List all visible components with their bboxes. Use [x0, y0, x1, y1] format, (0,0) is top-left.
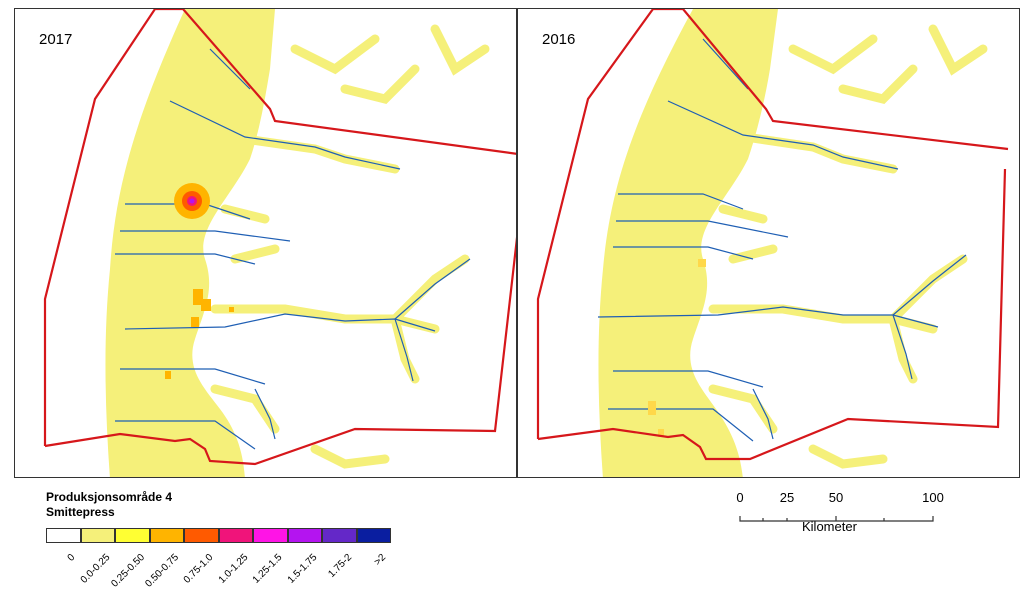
legend-swatch — [184, 528, 219, 543]
legend-swatch — [219, 528, 254, 543]
legend-class-label: 0.0-0.25 — [78, 552, 113, 586]
scale-tick-label: 0 — [736, 490, 744, 505]
scale-tick-label: 25 — [779, 490, 795, 505]
legend-swatch — [81, 528, 116, 543]
legend-swatch — [115, 528, 150, 543]
legend-swatch — [253, 528, 288, 543]
map-canvas — [518, 9, 1020, 478]
scale-tick-label: 50 — [828, 490, 844, 505]
legend-class-label: 0 — [66, 552, 78, 564]
legend-labels — [46, 550, 406, 600]
legend-title: Produksjonsområde 4 — [46, 490, 173, 504]
scale-bar — [730, 488, 950, 548]
legend-class-label: 1.0-1.25 — [216, 552, 251, 586]
legend-swatch — [288, 528, 323, 543]
legend-class-label: 1.5-1.75 — [285, 552, 320, 586]
year-label: 2017 — [39, 31, 73, 48]
legend-subtitle: Smittepress — [46, 505, 115, 519]
legend-class-label: 0.50-0.75 — [143, 552, 182, 590]
scale-unit-label: Kilometer — [802, 519, 857, 534]
scale-tick-label: 100 — [922, 490, 944, 505]
legend-class-label: 0.25-0.50 — [109, 552, 147, 590]
legend-swatch — [150, 528, 185, 543]
legend-swatch — [322, 528, 357, 543]
legend-swatches — [46, 528, 391, 543]
legend-swatch — [46, 528, 81, 543]
legend-class-label: 1.25-1.5 — [251, 552, 285, 586]
map-panel-2017 — [14, 8, 517, 478]
map-canvas — [15, 9, 517, 478]
legend-swatch — [357, 528, 392, 543]
year-label: 2016 — [542, 31, 576, 48]
map-panel-2016 — [517, 8, 1020, 478]
legend-class-label: 0.75-1.0 — [182, 552, 216, 586]
legend — [46, 490, 406, 600]
legend-class-label: 1.75-2 — [325, 552, 354, 580]
legend-class-label: >2 — [372, 552, 389, 568]
